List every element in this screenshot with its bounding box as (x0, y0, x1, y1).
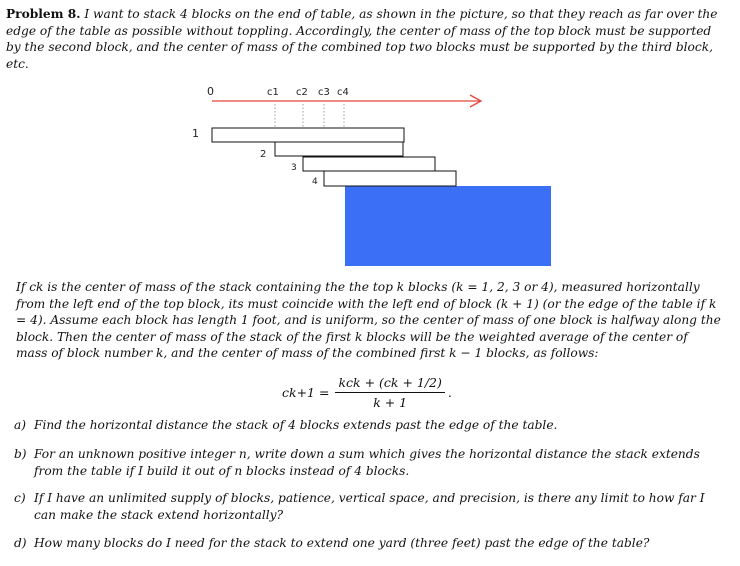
question-text: For an unknown positive integer n, write down a sum which gives the horizontal distance the stack extends from the table if I build it out of n blocks instead of 4 blocks. (34, 447, 700, 478)
question-d (14, 535, 720, 552)
recurrence-formula (282, 372, 452, 412)
problem-label: Problem 8. (6, 7, 81, 21)
block-2 (275, 142, 403, 156)
block-label-2: 2 (260, 149, 267, 160)
question-c (14, 490, 720, 523)
axis-label-0: 0 (207, 85, 214, 98)
block-1 (212, 128, 404, 142)
block-label-4: 4 (312, 177, 318, 187)
formula-numerator: kck + (ck + 1/2) (335, 375, 444, 393)
question-b (14, 446, 720, 479)
axis-label-c4: c4 (337, 87, 349, 98)
formula-end: . (447, 384, 452, 400)
formula-lhs: ck+1 = (282, 384, 330, 400)
axis-label-c2: c2 (296, 87, 308, 98)
axis-label-c1: c1 (267, 87, 279, 98)
question-label: b) (14, 447, 27, 461)
question-text: If I have an unlimited supply of blocks, patience, vertical space, and precision, is there any limit to how far I can make the stack extend horizontally? (34, 491, 705, 522)
question-label: c) (14, 491, 26, 505)
question-text: Find the horizontal distance the stack of 4 blocks extends past the edge of the table. (34, 418, 558, 432)
question-label: a) (14, 418, 27, 432)
table (345, 186, 551, 266)
block-label-1: 1 (192, 127, 199, 140)
formula-fraction (335, 375, 444, 410)
question-a (14, 417, 720, 434)
block-4 (324, 171, 456, 186)
block-3 (303, 157, 435, 171)
problem-intro: I want to stack 4 blocks on the end of table, as shown in the picture, so that they reach as far over the edge of the table as possible without toppling. Accordingly, the center of mass of the top block must be supported by the second block, and the center of mass of the combined top two blocks must be supported by the third block, etc. (6, 7, 718, 71)
question-label: d) (14, 536, 27, 550)
axis-label-c3: c3 (318, 87, 330, 98)
formula-denominator: k + 1 (373, 394, 408, 410)
block-label-3: 3 (291, 163, 297, 173)
explanation-paragraph: If ck is the center of mass of the stack containing the the top k blocks (k = 1, 2, 3 or 4), measured horizontally from the left end of the top block, its must coincide with the left end of block (k + 1) (or the edge of the table if k = 4). Assume each block has length 1 foot, and is uniform, so the center of mass of one block is halfway along the block. Then the center of mass of the stack of the first k blocks will be the weighted average of the center of mass of block number k, and the center of mass of the combined first k − 1 blocks, as follows: (16, 280, 721, 360)
question-text: How many blocks do I need for the stack to extend one yard (three feet) past the edge of the table? (34, 536, 650, 550)
